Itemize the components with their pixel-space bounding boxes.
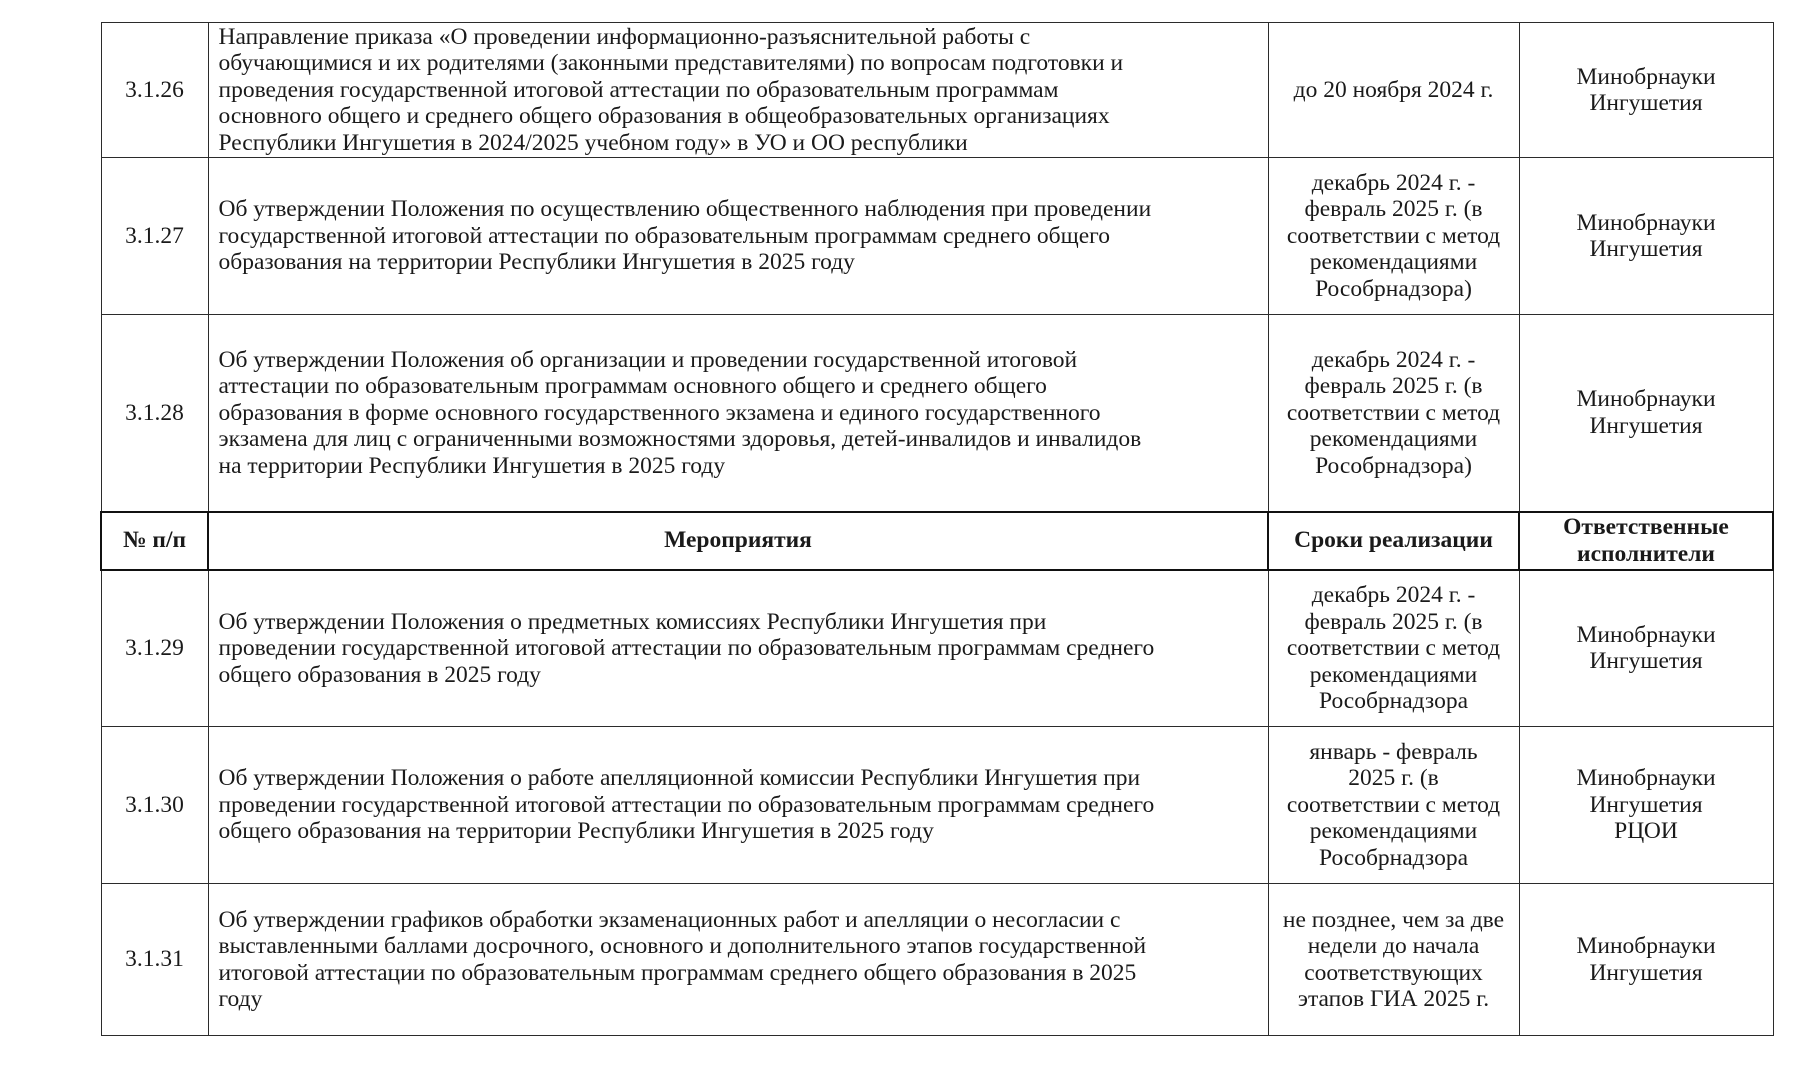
cell-line: рекомендациями — [1309, 661, 1478, 688]
table-row — [101, 158, 1773, 315]
cell-line: Ингушетия — [1589, 648, 1703, 675]
cell-line: году — [218, 986, 263, 1012]
cell-line: аттестации по образовательным программам основного общего и среднего общего — [218, 373, 1047, 399]
events-table — [100, 22, 1774, 1036]
header-term: Сроки реализации — [1268, 512, 1519, 570]
cell-line: Направление приказа «О проведении информационно-разъяснительной работы с — [218, 23, 1031, 50]
row-number: 3.1.28 — [101, 315, 208, 512]
rows-after-header — [101, 570, 1773, 1036]
cell-line: Рособрнадзора — [1318, 844, 1469, 871]
cell-line: Минобрнауки — [1576, 621, 1716, 648]
row-term — [1268, 727, 1519, 884]
row-term — [1268, 23, 1519, 158]
cell-line: итоговой аттестации по образовательным программам среднего общего образования в 2025 — [218, 959, 1137, 986]
cell-line: декабрь 2024 г. - — [1311, 169, 1476, 196]
cell-line: Ингушетия — [1589, 791, 1703, 818]
row-number: 3.1.30 — [101, 727, 208, 884]
cell-line: Ингушетия — [1589, 236, 1703, 262]
cell-line: рекомендациями — [1309, 249, 1478, 276]
cell-line: проведении государственной итоговой аттестации по образовательным программам среднего — [218, 635, 1155, 661]
row-number: 3.1.31 — [101, 884, 208, 1036]
cell-line: соответствии с метод — [1286, 791, 1501, 818]
cell-line: недели до начала — [1307, 933, 1480, 959]
row-responsible — [1519, 23, 1773, 158]
table-row — [101, 23, 1773, 158]
cell-line: государственной итоговой аттестации по образовательным программам среднего общего — [218, 222, 1110, 249]
cell-line: февраль 2025 г. (в — [1304, 608, 1483, 635]
cell-line: февраль 2025 г. (в — [1304, 373, 1483, 399]
cell-line: Рособрнадзора — [1318, 688, 1469, 714]
row-event-text — [208, 884, 1268, 1036]
cell-line: Республики Ингушетия в 2024/2025 учебном году» в УО и ОО республики — [218, 129, 968, 156]
cell-line: Рособрнадзора) — [1315, 275, 1472, 302]
cell-line: проведения государственной итоговой аттестации по образовательным программам — [218, 76, 1059, 103]
cell-line: Об утверждении Положения об организации и проведении государственной итоговой — [218, 346, 1078, 373]
cell-line: январь - февраль — [1309, 738, 1478, 765]
cell-line: рекомендациями — [1309, 426, 1478, 452]
cell-line: образования в форме основного государственного экзамена и единого государственного — [218, 399, 1101, 426]
cell-line: экзамена для лиц с ограниченными возможностями здоровья, детей-инвалидов и инвалидов — [218, 426, 1142, 452]
cell-line: Об утверждении Положения о работе апелляционной комиссии Республики Ингушетия при — [218, 765, 1141, 792]
cell-line: Рособрнадзора) — [1315, 452, 1472, 479]
row-number: 3.1.29 — [101, 570, 208, 727]
cell-line: рекомендациями — [1309, 818, 1478, 845]
row-responsible — [1519, 158, 1773, 315]
cell-line: РЦОИ — [1614, 818, 1678, 845]
cell-line: выставленными баллами досрочного, основного и дополнительного этапов государственной — [218, 933, 1147, 959]
cell-line: до 20 ноября 2024 г. — [1293, 76, 1494, 103]
row-term — [1268, 884, 1519, 1036]
row-event-text — [208, 570, 1268, 727]
row-responsible — [1519, 727, 1773, 884]
cell-line: Об утверждении Положения о предметных комиссиях Республики Ингушетия при — [218, 608, 1047, 635]
table-row — [101, 884, 1773, 1036]
row-responsible — [1519, 570, 1773, 727]
repeated-table-header — [101, 512, 1773, 570]
cell-line: соответствии с метод — [1286, 635, 1501, 661]
table-header-row — [101, 512, 1773, 570]
row-event-text — [208, 315, 1268, 512]
row-number: 3.1.26 — [101, 23, 208, 158]
cell-line: на территории Республики Ингушетия в 2025 году — [218, 452, 726, 479]
row-event-text — [208, 23, 1268, 158]
cell-line: декабрь 2024 г. - — [1311, 346, 1476, 373]
cell-line: Минобрнауки — [1576, 209, 1716, 236]
row-number: 3.1.27 — [101, 158, 208, 315]
row-event-text — [208, 158, 1268, 315]
cell-line: общего образования на территории Республики Ингушетия в 2025 году — [218, 818, 934, 845]
cell-line: Об утверждении графиков обработки экзаменационных работ и апелляции о несогласии с — [218, 906, 1121, 933]
cell-line: соответствии с метод — [1286, 222, 1501, 249]
cell-line: Минобрнауки — [1576, 63, 1716, 90]
cell-line: обучающимися и их родителями (законными представителями) по вопросам подготовки и — [218, 50, 1124, 77]
cell-line: образования на территории Республики Ингушетия в 2025 году — [218, 249, 855, 276]
cell-line: общего образования в 2025 году — [218, 661, 541, 688]
row-term — [1268, 315, 1519, 512]
row-event-text — [208, 727, 1268, 884]
row-term — [1268, 158, 1519, 315]
cell-line: Минобрнауки — [1576, 386, 1716, 413]
cell-line: Минобрнауки — [1576, 765, 1716, 792]
document-page — [100, 22, 1772, 1036]
cell-line: Об утверждении Положения по осуществлению общественного наблюдения при проведении — [218, 196, 1152, 223]
row-term — [1268, 570, 1519, 727]
table-row — [101, 570, 1773, 727]
cell-line: Ингушетия — [1589, 959, 1703, 986]
cell-line: декабрь 2024 г. - — [1311, 582, 1476, 608]
cell-line: февраль 2025 г. (в — [1304, 196, 1483, 223]
row-responsible — [1519, 884, 1773, 1036]
cell-line: 2025 г. (в — [1348, 765, 1439, 792]
header-event: Мероприятия — [208, 512, 1268, 570]
cell-line: Минобрнауки — [1576, 933, 1716, 959]
cell-line: этапов ГИА 2025 г. — [1297, 986, 1490, 1012]
row-responsible — [1519, 315, 1773, 512]
table-row — [101, 727, 1773, 884]
cell-line: основного общего и среднего общего образования в общеобразовательных организациях — [218, 103, 1110, 130]
table-row — [101, 315, 1773, 512]
cell-line: соответствующих — [1304, 959, 1483, 986]
header-number: № п/п — [101, 512, 208, 570]
rows-before-header — [101, 23, 1773, 512]
cell-line: Ингушетия — [1589, 90, 1703, 116]
cell-line: не позднее, чем за две — [1282, 906, 1505, 933]
cell-line: соответствии с метод — [1286, 399, 1501, 426]
cell-line: проведении государственной итоговой аттестации по образовательным программам среднего — [218, 791, 1155, 818]
header-responsible: Ответственные исполнители — [1519, 512, 1773, 570]
cell-line: Ингушетия — [1589, 412, 1703, 439]
